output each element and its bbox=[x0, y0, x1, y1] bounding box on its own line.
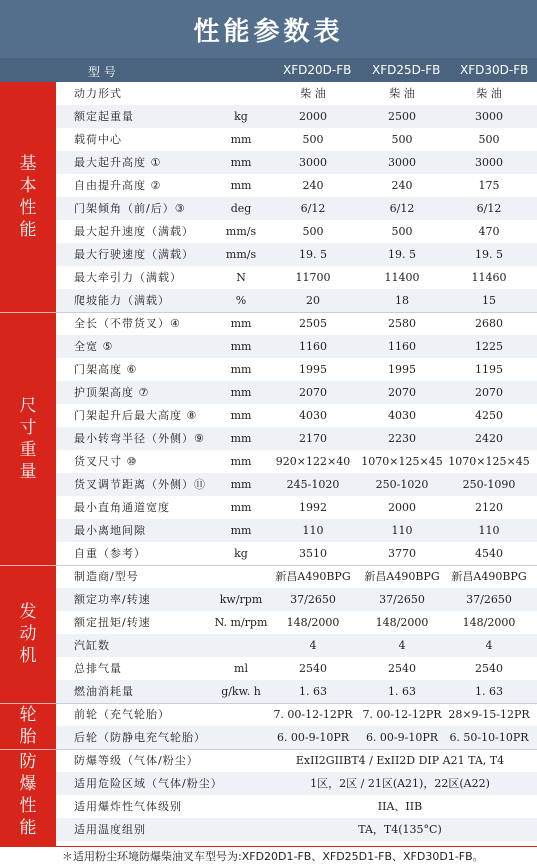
spec-value-model-3: 470 bbox=[478, 225, 500, 238]
spec-unit: kg bbox=[234, 547, 248, 560]
spec-value-model-1: 37/2650 bbox=[290, 593, 336, 606]
spec-value-model-1: 4030 bbox=[299, 409, 327, 422]
spec-value-model-3: 6/12 bbox=[476, 202, 502, 215]
spec-unit: mm bbox=[230, 432, 252, 445]
spec-value-model-3: 柴 油 bbox=[476, 87, 502, 100]
spec-label: 额定起重量 bbox=[74, 110, 134, 123]
spec-value-model-3: 11460 bbox=[471, 271, 507, 284]
model-header-2: XFD25D-FB bbox=[372, 63, 441, 77]
spec-label: 汽缸数 bbox=[74, 639, 110, 652]
spec-row bbox=[56, 496, 537, 519]
spec-value-model-3: 175 bbox=[478, 179, 500, 192]
spec-unit: mm bbox=[230, 478, 252, 491]
spec-unit: mm bbox=[230, 156, 252, 169]
spec-value-model-2: 250-1020 bbox=[375, 478, 429, 491]
spec-value-model-1: 4 bbox=[309, 639, 317, 652]
spec-value-model-2: 2500 bbox=[388, 110, 416, 123]
spec-value-model-3: 2120 bbox=[475, 501, 503, 514]
spec-unit: g/kw. h bbox=[221, 685, 261, 698]
spec-value-model-3: 新昌A490BPG bbox=[451, 570, 527, 583]
spec-unit: mm bbox=[230, 317, 252, 330]
model-header-row bbox=[0, 58, 537, 82]
spec-unit: N. m/rpm bbox=[214, 616, 268, 629]
spec-value-model-1: 1992 bbox=[299, 501, 327, 514]
spec-row bbox=[56, 151, 537, 174]
spec-unit: mm bbox=[230, 363, 252, 376]
spec-row bbox=[56, 680, 537, 703]
spec-value-model-2: 1070×125×45 bbox=[361, 455, 443, 468]
spec-row bbox=[56, 128, 537, 151]
spec-unit: kg bbox=[234, 110, 248, 123]
spec-value-model-3: 2420 bbox=[475, 432, 503, 445]
spec-label: 护顶架高度 ⑦ bbox=[74, 386, 150, 399]
spec-label: 后轮（防静电充气轮胎） bbox=[74, 731, 206, 744]
spec-value-model-2: 2070 bbox=[388, 386, 416, 399]
spec-row bbox=[56, 542, 537, 565]
spec-value-model-3: 500 bbox=[478, 133, 500, 146]
spec-row bbox=[56, 473, 537, 496]
spec-label: 适用危险区域（气体/粉尘） bbox=[74, 777, 223, 790]
spec-value-model-2: 1995 bbox=[388, 363, 416, 376]
spec-row bbox=[56, 634, 537, 657]
spec-row bbox=[56, 335, 537, 358]
spec-unit: mm bbox=[230, 524, 252, 537]
spec-row bbox=[56, 795, 537, 818]
spec-unit: mm/s bbox=[225, 248, 257, 261]
spec-value-model-3: 3000 bbox=[475, 110, 503, 123]
spec-label: 最大牵引力（满载） bbox=[74, 271, 182, 284]
model-header-3: XFD30D-FB bbox=[460, 63, 529, 77]
model-header-1: XFD20D-FB bbox=[283, 63, 352, 77]
spec-value-model-1: 11700 bbox=[295, 271, 331, 284]
spec-value-model-2: 37/2650 bbox=[379, 593, 425, 606]
spec-value-model-2: 6. 00-9-10PR bbox=[365, 731, 439, 744]
section-label-text: 防爆性能 bbox=[19, 752, 37, 838]
spec-value-model-1: 6/12 bbox=[300, 202, 326, 215]
spec-label: 适用爆炸性气体级别 bbox=[74, 800, 182, 813]
spec-value-model-2: 1160 bbox=[388, 340, 416, 353]
section-label bbox=[0, 703, 56, 749]
spec-value-model-1: 245-1020 bbox=[286, 478, 340, 491]
spec-row bbox=[56, 427, 537, 450]
spec-value-model-2: 4030 bbox=[388, 409, 416, 422]
spec-unit: mm bbox=[230, 386, 252, 399]
spec-value-model-1: 3000 bbox=[299, 156, 327, 169]
spec-value-model-2: 240 bbox=[391, 179, 413, 192]
spec-value-model-1: 柴 油 bbox=[300, 87, 326, 100]
spec-row bbox=[56, 289, 537, 312]
spec-row bbox=[56, 312, 537, 335]
spec-value-model-2: 2580 bbox=[388, 317, 416, 330]
spec-label: 全宽 ⑤ bbox=[74, 340, 114, 353]
spec-value-model-3: 2540 bbox=[475, 662, 503, 675]
spec-row bbox=[56, 82, 537, 105]
spec-row bbox=[56, 450, 537, 473]
spec-value-model-3: 1195 bbox=[475, 363, 503, 376]
spec-row bbox=[56, 404, 537, 427]
spec-value-model-1: 2505 bbox=[299, 317, 327, 330]
spec-label: 额定扭矩/转速 bbox=[74, 616, 151, 629]
spec-row bbox=[56, 772, 537, 795]
spec-row bbox=[56, 174, 537, 197]
spec-label: 全长（不带货叉）④ bbox=[74, 317, 181, 330]
spec-value-model-1: 1160 bbox=[299, 340, 327, 353]
spec-value-model-1: 110 bbox=[302, 524, 324, 537]
spec-row bbox=[56, 381, 537, 404]
spec-row bbox=[56, 726, 537, 749]
spec-value-model-1: 1. 63 bbox=[299, 685, 327, 698]
spec-value-span: ExII2GIIBT4 / ExII2D DIP A21 TA, T4 bbox=[295, 754, 505, 767]
spec-row bbox=[56, 243, 537, 266]
spec-value-model-3: 250-1090 bbox=[462, 478, 516, 491]
spec-value-model-2: 3770 bbox=[388, 547, 416, 560]
spec-value-model-2: 新昌A490BPG bbox=[364, 570, 440, 583]
spec-unit: N bbox=[236, 271, 246, 284]
spec-unit: mm bbox=[230, 455, 252, 468]
spec-value-model-1: 500 bbox=[302, 225, 324, 238]
spec-label: 前轮（充气轮胎） bbox=[74, 708, 170, 721]
spec-value-model-1: 19. 5 bbox=[299, 248, 327, 261]
spec-value-model-1: 新昌A490BPG bbox=[275, 570, 351, 583]
spec-value-model-3: 15 bbox=[482, 294, 496, 307]
spec-value-model-1: 920×122×40 bbox=[275, 455, 351, 468]
spec-value-model-3: 1070×125×45 bbox=[448, 455, 530, 468]
spec-value-model-2: 4 bbox=[398, 639, 406, 652]
section-label-text: 发动机 bbox=[19, 602, 37, 666]
spec-row bbox=[56, 749, 537, 772]
section-label bbox=[0, 312, 56, 565]
spec-unit: kw/rpm bbox=[219, 593, 263, 606]
spec-row bbox=[56, 358, 537, 381]
spec-unit: mm bbox=[230, 179, 252, 192]
page-title: 性能参数表 bbox=[0, 0, 537, 58]
section-label bbox=[0, 749, 56, 841]
footnote: ＊适用粉尘环境防爆柴油叉车型号为:XFD20D1-FB、XFD25D1-FB、XFD30D1-FB。 bbox=[0, 846, 537, 866]
spec-row bbox=[56, 657, 537, 680]
spec-value-model-2: 18 bbox=[395, 294, 409, 307]
spec-value-model-3: 4250 bbox=[475, 409, 503, 422]
spec-value-model-3: 148/2000 bbox=[462, 616, 516, 629]
spec-value-model-3: 28×9-15-12PR bbox=[448, 708, 530, 721]
spec-value-model-1: 3510 bbox=[299, 547, 327, 560]
spec-value-model-2: 11400 bbox=[384, 271, 420, 284]
spec-label: 最大起升速度（满载） bbox=[74, 225, 194, 238]
spec-label: 载荷中心 bbox=[74, 133, 122, 146]
spec-value-model-3: 2680 bbox=[475, 317, 503, 330]
spec-unit: mm bbox=[230, 133, 252, 146]
model-label: 型 号 bbox=[88, 65, 116, 79]
spec-label: 货叉尺寸 ⑩ bbox=[74, 455, 138, 468]
spec-value-model-2: 19. 5 bbox=[388, 248, 416, 261]
spec-value-model-1: 6. 00-9-10PR bbox=[276, 731, 350, 744]
spec-value-model-2: 110 bbox=[391, 524, 413, 537]
spec-value-model-2: 500 bbox=[391, 225, 413, 238]
spec-value-model-2: 1. 63 bbox=[388, 685, 416, 698]
spec-row bbox=[56, 197, 537, 220]
spec-label: 自重（参考） bbox=[74, 547, 146, 560]
spec-value-model-2: 6/12 bbox=[389, 202, 415, 215]
section-label bbox=[0, 565, 56, 703]
spec-label: 门架高度 ⑥ bbox=[74, 363, 138, 376]
spec-unit: mm bbox=[230, 409, 252, 422]
spec-row bbox=[56, 519, 537, 542]
spec-label: 最小转弯半径（外侧）⑨ bbox=[74, 432, 205, 445]
spec-label: 自由提升高度 ② bbox=[74, 179, 162, 192]
spec-value-model-1: 2070 bbox=[299, 386, 327, 399]
section-sidebar bbox=[0, 82, 56, 846]
spec-value-model-3: 4540 bbox=[475, 547, 503, 560]
spec-label: 爬坡能力（满载） bbox=[74, 294, 170, 307]
spec-row bbox=[56, 105, 537, 128]
section-label bbox=[0, 82, 56, 312]
spec-row bbox=[56, 220, 537, 243]
spec-value-model-1: 1995 bbox=[299, 363, 327, 376]
spec-label: 总排气量 bbox=[74, 662, 122, 675]
spec-row bbox=[56, 588, 537, 611]
spec-label: 最小直角通道宽度 bbox=[74, 501, 170, 514]
spec-label: 门架倾角（前/后）③ bbox=[74, 202, 186, 215]
spec-value-model-1: 240 bbox=[302, 179, 324, 192]
spec-unit: deg bbox=[230, 202, 252, 215]
spec-unit: mm bbox=[230, 501, 252, 514]
spec-unit: mm/s bbox=[225, 225, 257, 238]
spec-value-model-1: 2000 bbox=[299, 110, 327, 123]
spec-unit: % bbox=[235, 294, 247, 307]
spec-value-model-2: 2230 bbox=[388, 432, 416, 445]
spec-value-model-1: 148/2000 bbox=[286, 616, 340, 629]
spec-unit: mm bbox=[230, 340, 252, 353]
spec-value-model-3: 110 bbox=[478, 524, 500, 537]
spec-label: 门架起升后最大高度 ⑧ bbox=[74, 409, 198, 422]
spec-label: 适用温度组别 bbox=[74, 823, 146, 836]
spec-label: 燃油消耗量 bbox=[74, 685, 134, 698]
spec-label: 制造商/型号 bbox=[74, 570, 139, 583]
section-label-text: 基本性能 bbox=[19, 154, 37, 240]
spec-value-model-2: 2000 bbox=[388, 501, 416, 514]
spec-label: 最大起升高度 ① bbox=[74, 156, 162, 169]
spec-value-model-3: 3000 bbox=[475, 156, 503, 169]
spec-label: 最小离地间隙 bbox=[74, 524, 146, 537]
spec-value-model-3: 1225 bbox=[475, 340, 503, 353]
spec-value-model-2: 7. 00-12-12PR bbox=[362, 708, 442, 721]
spec-value-span: TA，T4(135°C) bbox=[358, 823, 442, 836]
spec-label: 货叉调节距离（外侧）⑪ bbox=[74, 478, 206, 491]
spec-value-model-3: 6. 50-10-10PR bbox=[449, 731, 529, 744]
spec-value-model-2: 柴 油 bbox=[389, 87, 415, 100]
spec-value-model-2: 2540 bbox=[388, 662, 416, 675]
spec-value-span: IIA、IIB bbox=[377, 800, 423, 813]
spec-label: 额定功率/转速 bbox=[74, 593, 151, 606]
spec-value-model-3: 4 bbox=[485, 639, 493, 652]
spec-value-model-3: 19. 5 bbox=[475, 248, 503, 261]
spec-label: 防爆等级（气体/粉尘） bbox=[74, 754, 199, 767]
spec-value-model-3: 2070 bbox=[475, 386, 503, 399]
spec-row bbox=[56, 703, 537, 726]
spec-value-model-1: 2540 bbox=[299, 662, 327, 675]
spec-row bbox=[56, 611, 537, 634]
spec-row bbox=[56, 565, 537, 588]
spec-row bbox=[56, 818, 537, 841]
spec-value-span: 1区，2区 / 21区(A21)，22区(A22) bbox=[310, 777, 490, 790]
spec-value-model-2: 500 bbox=[391, 133, 413, 146]
spec-unit: ml bbox=[234, 662, 248, 675]
spec-value-model-1: 20 bbox=[306, 294, 320, 307]
spec-label: 动力形式 bbox=[74, 87, 122, 100]
spec-label: 最大行驶速度（满载） bbox=[74, 248, 194, 261]
spec-value-model-1: 2170 bbox=[299, 432, 327, 445]
spec-value-model-1: 500 bbox=[302, 133, 324, 146]
spec-row bbox=[56, 266, 537, 289]
spec-value-model-1: 7. 00-12-12PR bbox=[273, 708, 353, 721]
spec-value-model-2: 148/2000 bbox=[375, 616, 429, 629]
spec-value-model-3: 37/2650 bbox=[466, 593, 512, 606]
spec-value-model-3: 1. 63 bbox=[475, 685, 503, 698]
section-label-text: 尺寸重量 bbox=[19, 395, 37, 482]
spec-value-model-2: 3000 bbox=[388, 156, 416, 169]
section-label-text: 轮胎 bbox=[19, 705, 37, 747]
